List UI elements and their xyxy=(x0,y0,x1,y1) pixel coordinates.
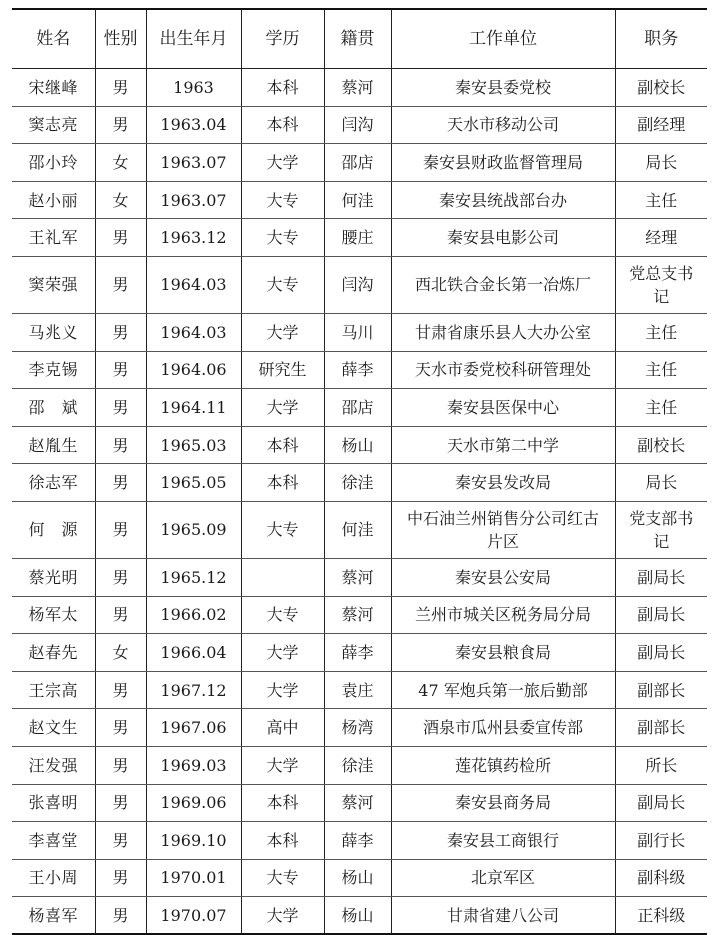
table-row xyxy=(12,897,707,935)
cell-workplace: 兰州市城关区税务局分局 xyxy=(391,596,615,634)
cell-education: 研究生 xyxy=(241,351,324,389)
cell-workplace: 秦安县医保中心 xyxy=(391,389,615,427)
cell-birth: 1963.04 xyxy=(146,106,241,144)
cell-education: 大学 xyxy=(241,746,324,784)
table-row xyxy=(12,464,707,502)
cell-education: 大学 xyxy=(241,671,324,709)
cell-name: 徐志军 xyxy=(12,464,95,502)
table-row xyxy=(12,256,707,313)
cell-name: 张喜明 xyxy=(12,784,95,822)
cell-name: 宋继峰 xyxy=(12,69,95,107)
cell-education: 高中 xyxy=(241,709,324,747)
cell-position: 局长 xyxy=(615,144,707,182)
cell-gender: 男 xyxy=(95,464,146,502)
cell-workplace: 秦安县委党校 xyxy=(391,69,615,107)
cell-name: 李喜堂 xyxy=(12,822,95,860)
cell-birth: 1970.07 xyxy=(146,897,241,935)
cell-birth: 1967.12 xyxy=(146,671,241,709)
table-row xyxy=(12,671,707,709)
cell-hometown: 薛李 xyxy=(324,822,391,860)
cell-education: 大学 xyxy=(241,144,324,182)
cell-gender: 男 xyxy=(95,822,146,860)
cell-education: 本科 xyxy=(241,464,324,502)
cell-gender: 男 xyxy=(95,784,146,822)
cell-hometown: 杨山 xyxy=(324,897,391,935)
cell-workplace: 西北铁合金长第一冶炼厂 xyxy=(391,256,615,313)
cell-position: 副部长 xyxy=(615,709,707,747)
cell-hometown: 闫沟 xyxy=(324,106,391,144)
table-row xyxy=(12,746,707,784)
cell-name: 赵春先 xyxy=(12,634,95,672)
cell-birth: 1965.05 xyxy=(146,464,241,502)
cell-workplace: 天水市移动公司 xyxy=(391,106,615,144)
cell-hometown: 徐洼 xyxy=(324,464,391,502)
cell-position: 副经理 xyxy=(615,106,707,144)
cell-education: 大专 xyxy=(241,501,324,558)
cell-hometown: 薛李 xyxy=(324,351,391,389)
cell-name: 王宗高 xyxy=(12,671,95,709)
table-row xyxy=(12,634,707,672)
cell-name: 王礼军 xyxy=(12,219,95,257)
cell-birth: 1964.11 xyxy=(146,389,241,427)
cell-name: 王小周 xyxy=(12,859,95,897)
cell-gender: 男 xyxy=(95,69,146,107)
cell-hometown: 杨山 xyxy=(324,859,391,897)
cell-gender: 男 xyxy=(95,426,146,464)
cell-gender: 女 xyxy=(95,634,146,672)
cell-position: 党支部书记 xyxy=(615,501,707,558)
table-row xyxy=(12,596,707,634)
cell-hometown: 袁庄 xyxy=(324,671,391,709)
cell-position: 局长 xyxy=(615,464,707,502)
cell-education: 本科 xyxy=(241,106,324,144)
cell-workplace: 秦安县电影公司 xyxy=(391,219,615,257)
cell-education: 大学 xyxy=(241,389,324,427)
cell-hometown: 邵店 xyxy=(324,389,391,427)
cell-name: 何 源 xyxy=(12,501,95,558)
cell-birth: 1963.07 xyxy=(146,144,241,182)
cell-birth: 1969.06 xyxy=(146,784,241,822)
table-row xyxy=(12,426,707,464)
cell-hometown: 薛李 xyxy=(324,634,391,672)
header-education: 学历 xyxy=(241,9,324,69)
cell-education: 大学 xyxy=(241,634,324,672)
cell-hometown: 何洼 xyxy=(324,181,391,219)
table-row xyxy=(12,389,707,427)
cell-workplace: 秦安县粮食局 xyxy=(391,634,615,672)
cell-hometown: 蔡河 xyxy=(324,69,391,107)
cell-gender: 男 xyxy=(95,859,146,897)
cell-name: 汪发强 xyxy=(12,746,95,784)
cell-education: 大专 xyxy=(241,256,324,313)
table-row xyxy=(12,822,707,860)
cell-gender: 男 xyxy=(95,746,146,784)
cell-position: 副局长 xyxy=(615,596,707,634)
cell-workplace: 秦安县财政监督管理局 xyxy=(391,144,615,182)
cell-position: 正科级 xyxy=(615,897,707,935)
cell-workplace: 47 军炮兵第一旅后勤部 xyxy=(391,671,615,709)
cell-gender: 男 xyxy=(95,501,146,558)
header-name: 姓名 xyxy=(12,9,95,69)
cell-name: 杨军太 xyxy=(12,596,95,634)
cell-position: 主任 xyxy=(615,181,707,219)
cell-workplace: 莲花镇药检所 xyxy=(391,746,615,784)
cell-education: 大专 xyxy=(241,596,324,634)
cell-position: 副局长 xyxy=(615,634,707,672)
cell-gender: 男 xyxy=(95,219,146,257)
table-row xyxy=(12,351,707,389)
cell-birth: 1964.03 xyxy=(146,313,241,351)
header-gender: 性别 xyxy=(95,9,146,69)
cell-education: 大专 xyxy=(241,859,324,897)
cell-workplace: 酒泉市瓜州县委宣传部 xyxy=(391,709,615,747)
cell-workplace: 秦安县统战部台办 xyxy=(391,181,615,219)
cell-position: 副局长 xyxy=(615,784,707,822)
roster-table-container xyxy=(12,8,707,935)
cell-birth: 1969.03 xyxy=(146,746,241,784)
header-birth: 出生年月 xyxy=(146,9,241,69)
cell-birth: 1967.06 xyxy=(146,709,241,747)
cell-birth: 1966.02 xyxy=(146,596,241,634)
cell-name: 邵小玲 xyxy=(12,144,95,182)
cell-workplace: 天水市第二中学 xyxy=(391,426,615,464)
cell-birth: 1966.04 xyxy=(146,634,241,672)
cell-hometown: 蔡河 xyxy=(324,558,391,596)
table-row xyxy=(12,859,707,897)
cell-hometown: 蔡河 xyxy=(324,784,391,822)
cell-education: 本科 xyxy=(241,426,324,464)
cell-workplace: 秦安县公安局 xyxy=(391,558,615,596)
cell-gender: 男 xyxy=(95,709,146,747)
cell-gender: 男 xyxy=(95,671,146,709)
cell-position: 副局长 xyxy=(615,558,707,596)
cell-hometown: 马川 xyxy=(324,313,391,351)
header-position: 职务 xyxy=(615,9,707,69)
table-body xyxy=(12,69,707,935)
table-row xyxy=(12,106,707,144)
cell-education: 本科 xyxy=(241,69,324,107)
cell-education: 大学 xyxy=(241,313,324,351)
cell-position: 副校长 xyxy=(615,426,707,464)
table-header-row xyxy=(12,9,707,69)
cell-hometown: 杨湾 xyxy=(324,709,391,747)
cell-birth: 1964.06 xyxy=(146,351,241,389)
cell-workplace: 天水市委党校科研管理处 xyxy=(391,351,615,389)
cell-workplace: 甘肃省建八公司 xyxy=(391,897,615,935)
cell-workplace: 北京军区 xyxy=(391,859,615,897)
cell-position: 副科级 xyxy=(615,859,707,897)
cell-gender: 男 xyxy=(95,389,146,427)
table-row xyxy=(12,69,707,107)
cell-birth: 1963.12 xyxy=(146,219,241,257)
table-row xyxy=(12,181,707,219)
cell-position: 主任 xyxy=(615,313,707,351)
cell-birth: 1970.01 xyxy=(146,859,241,897)
cell-name: 赵文生 xyxy=(12,709,95,747)
cell-name: 马兆义 xyxy=(12,313,95,351)
cell-name: 窦荣强 xyxy=(12,256,95,313)
cell-gender: 男 xyxy=(95,897,146,935)
cell-position: 党总支书记 xyxy=(615,256,707,313)
table-row xyxy=(12,144,707,182)
header-workplace: 工作单位 xyxy=(391,9,615,69)
cell-birth: 1965.09 xyxy=(146,501,241,558)
cell-position: 主任 xyxy=(615,389,707,427)
cell-gender: 女 xyxy=(95,181,146,219)
cell-position: 副部长 xyxy=(615,671,707,709)
header-hometown: 籍贯 xyxy=(324,9,391,69)
cell-hometown: 邵店 xyxy=(324,144,391,182)
cell-workplace: 甘肃省康乐县人大办公室 xyxy=(391,313,615,351)
cell-gender: 男 xyxy=(95,106,146,144)
cell-gender: 男 xyxy=(95,256,146,313)
table-row xyxy=(12,313,707,351)
cell-name: 邵 斌 xyxy=(12,389,95,427)
table-row xyxy=(12,501,707,558)
cell-hometown: 杨山 xyxy=(324,426,391,464)
cell-name: 窦志亮 xyxy=(12,106,95,144)
cell-name: 赵胤生 xyxy=(12,426,95,464)
cell-hometown: 蔡河 xyxy=(324,596,391,634)
table-row xyxy=(12,558,707,596)
cell-birth: 1964.03 xyxy=(146,256,241,313)
cell-name: 李克锡 xyxy=(12,351,95,389)
cell-position: 经理 xyxy=(615,219,707,257)
cell-birth: 1965.03 xyxy=(146,426,241,464)
cell-hometown: 徐洼 xyxy=(324,746,391,784)
cell-workplace: 中石油兰州销售分公司红古片区 xyxy=(391,501,615,558)
table-row xyxy=(12,784,707,822)
cell-birth: 1963 xyxy=(146,69,241,107)
cell-birth: 1963.07 xyxy=(146,181,241,219)
cell-education: 本科 xyxy=(241,822,324,860)
cell-name: 蔡光明 xyxy=(12,558,95,596)
cell-gender: 男 xyxy=(95,596,146,634)
cell-hometown: 腰庄 xyxy=(324,219,391,257)
cell-education: 本科 xyxy=(241,784,324,822)
roster-table xyxy=(12,8,707,935)
cell-gender: 男 xyxy=(95,313,146,351)
cell-education: 大学 xyxy=(241,897,324,935)
cell-birth: 1965.12 xyxy=(146,558,241,596)
cell-hometown: 闫沟 xyxy=(324,256,391,313)
table-row xyxy=(12,709,707,747)
cell-position: 主任 xyxy=(615,351,707,389)
cell-gender: 男 xyxy=(95,351,146,389)
cell-position: 所长 xyxy=(615,746,707,784)
cell-gender: 女 xyxy=(95,144,146,182)
cell-education: 大专 xyxy=(241,181,324,219)
cell-education xyxy=(241,558,324,596)
cell-name: 赵小丽 xyxy=(12,181,95,219)
cell-position: 副行长 xyxy=(615,822,707,860)
cell-gender: 男 xyxy=(95,558,146,596)
cell-position: 副校长 xyxy=(615,69,707,107)
cell-education: 大专 xyxy=(241,219,324,257)
cell-birth: 1969.10 xyxy=(146,822,241,860)
cell-workplace: 秦安县工商银行 xyxy=(391,822,615,860)
cell-workplace: 秦安县发改局 xyxy=(391,464,615,502)
cell-hometown: 何洼 xyxy=(324,501,391,558)
cell-workplace: 秦安县商务局 xyxy=(391,784,615,822)
table-row xyxy=(12,219,707,257)
cell-name: 杨喜军 xyxy=(12,897,95,935)
